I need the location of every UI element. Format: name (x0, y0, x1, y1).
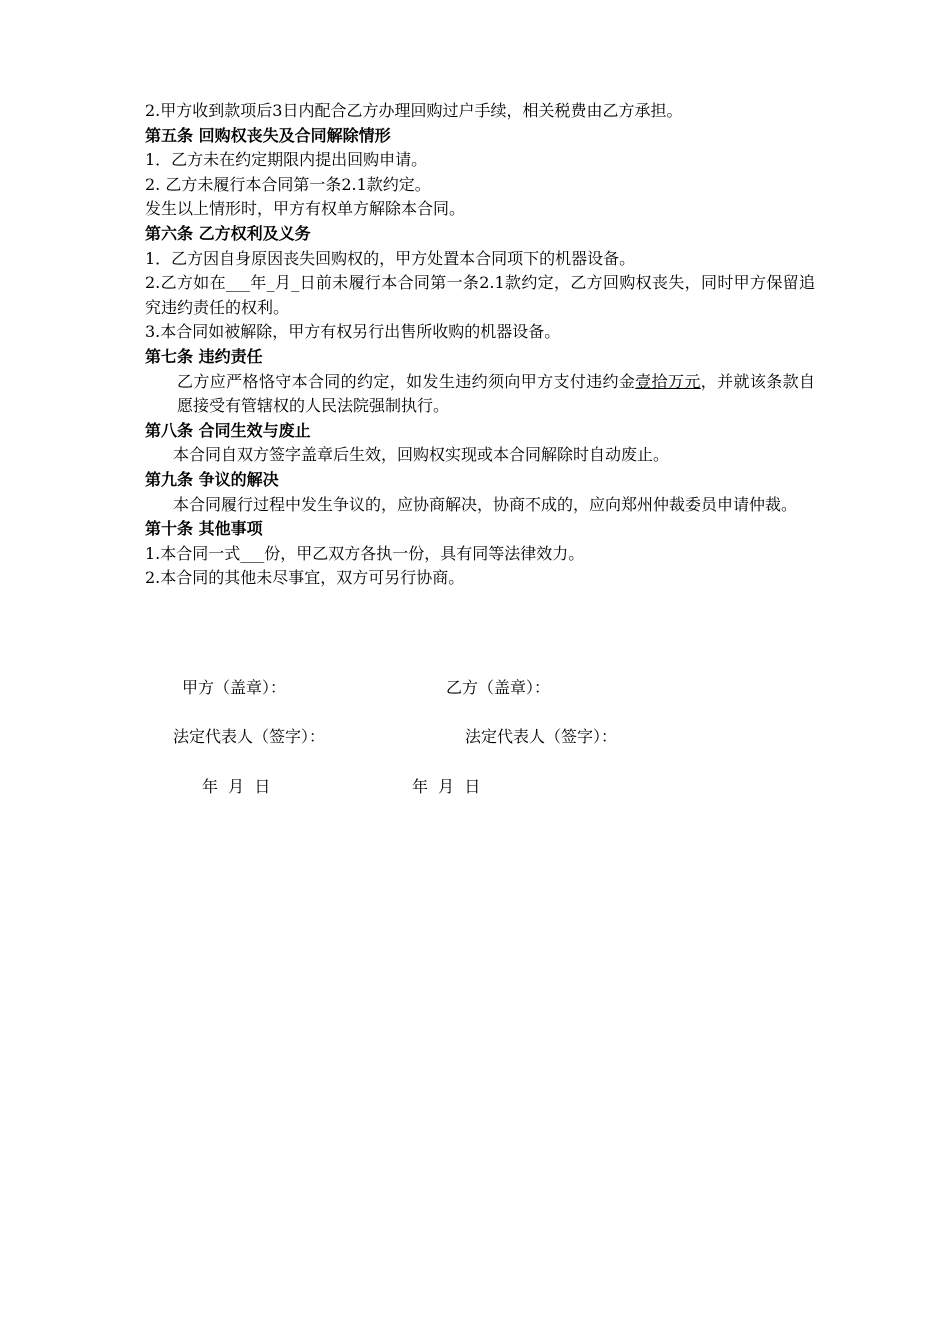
clause10-item2: 2.本合同的其他未尽事宜，双方可另行协商。 (145, 568, 465, 588)
contract-body (145, 99, 815, 591)
clause10-item1: 1.本合同一式___份，甲乙双方各执一份，具有同等法律效力。 (145, 543, 585, 563)
party-a-date: 年 月 日 (202, 777, 271, 796)
clause6-item3: 3.本合同如被解除，甲方有权另行出售所收购的机器设备。 (145, 322, 561, 342)
clause4-item2: 2.甲方收到款项后3日内配合乙方办理回购过户手续，相关税费由乙方承担。 (145, 101, 683, 120)
party-a-seal-label: 甲方（盖章）： (182, 678, 287, 697)
clause5-item2: 2. 乙方未履行本合同第一条2.1款约定。 (145, 174, 431, 194)
clause8-title: 第八条 合同生效与废止 (145, 420, 311, 440)
party-b-seal-label: 乙方（盖章）： (446, 678, 551, 697)
clause5-title: 第五条 回购权丧失及合同解除情形 (145, 125, 391, 145)
clause7-text-after: ，并就该条款自愿接受有管辖权的人民法院强制执行。 (177, 371, 815, 416)
clause9-title: 第九条 争议的解决 (145, 469, 279, 489)
clause6-item1: 1．乙方因自身原因丧失回购权的，甲方处置本合同项下的机器设备。 (145, 248, 636, 268)
clause8-text: 本合同自双方签字盖章后生效，回购权实现或本合同解除时自动废止。 (173, 445, 670, 465)
clause5-note: 发生以上情形时，甲方有权单方解除本合同。 (145, 199, 466, 219)
party-a-rep-label: 法定代表人（签字）： (173, 727, 326, 746)
clause9-text: 本合同履行过程中发生争议的，应协商解决，协商不成的，应向郑州仲裁委员申请仲裁。 (173, 494, 798, 514)
clause10-title: 第十条 其他事项 (145, 519, 263, 539)
clause7-text-before: 乙方应严格恪守本合同的约定，如发生违约须向甲方支付违约金 (177, 371, 636, 391)
party-b-date: 年 月 日 (412, 777, 481, 796)
penalty-amount: 壹拾万元 (635, 371, 701, 391)
clause7-text (145, 370, 815, 419)
clause7-title: 第七条 违约责任 (145, 346, 263, 366)
party-b-rep-label: 法定代表人（签字）： (465, 727, 618, 746)
clause5-item1: 1．乙方未在约定期限内提出回购申请。 (145, 150, 428, 170)
clause6-title: 第六条 乙方权利及义务 (145, 223, 311, 243)
clause6-item2: 2.乙方如在___年_月_日前未履行本合同第一条2.1款约定，乙方回购权丧失，同时甲方保留追究违约责任的权利。 (145, 273, 815, 317)
